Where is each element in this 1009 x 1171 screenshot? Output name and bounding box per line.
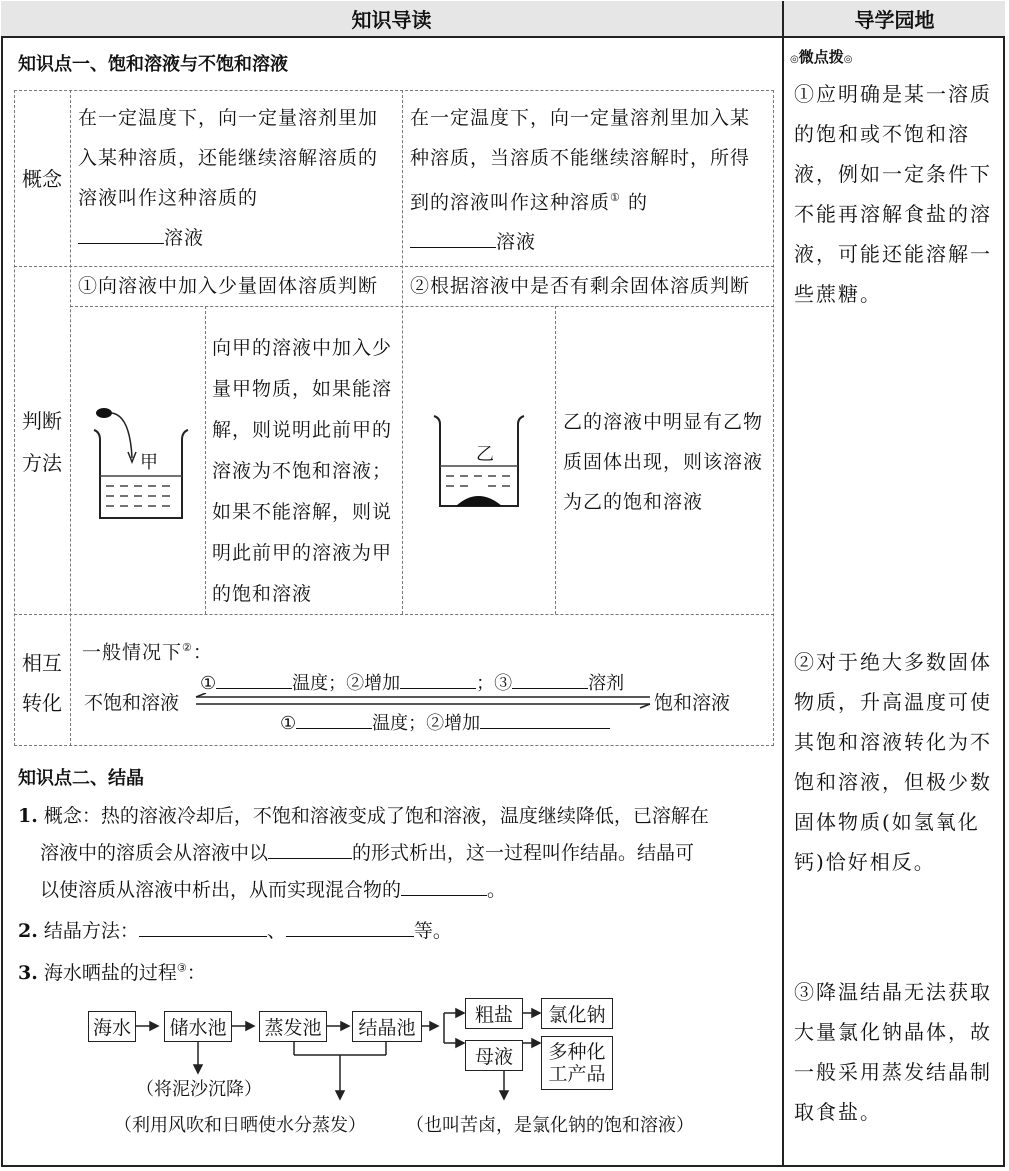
flow-evaporation-pond: 蒸发池 xyxy=(259,1011,327,1042)
label-column-divider xyxy=(70,90,71,746)
flow-crystallization-pond: 结晶池 xyxy=(352,1011,422,1042)
convert-intro-colon: ： xyxy=(192,641,213,664)
item1-line1: 概念：热的溶液冷却后，不饱和溶液变成了饱和溶液，温度继续降低，已溶解在 xyxy=(43,805,709,827)
beaker2-label: 乙 xyxy=(476,444,494,465)
ornament-icon: ◎ xyxy=(790,54,799,65)
answer-blank[interactable] xyxy=(480,708,610,729)
concept-label: 概念 xyxy=(22,167,62,191)
flow-sodium-chloride: 氯化钠 xyxy=(541,998,613,1029)
kp1-title: 知识点一、饱和溶液与不饱和溶液 xyxy=(18,54,288,75)
concept-saturated-text: 在一定温度下，向一定量溶剂里加入某种溶质，当溶质不能继续溶解时，所得到的溶液叫作这种溶质 xyxy=(410,107,751,214)
item1-line3a: 以使溶质从溶液中析出，从而实现混合物的 xyxy=(40,879,402,901)
flow-seawater: 海水 xyxy=(88,1011,136,1042)
item3-text: 海水晒盐的过程 xyxy=(43,962,177,984)
unsaturated-solution: 不饱和溶液 xyxy=(84,692,180,714)
method1-title: ①向溶液中加入少量固体溶质判断 xyxy=(78,275,379,297)
item2-tail: 等。 xyxy=(413,920,452,942)
item2-text: 结晶方法： xyxy=(43,920,139,942)
footnote-ref: ③ xyxy=(176,961,187,975)
beaker-with-added-solid xyxy=(84,400,194,528)
kp2-item2 xyxy=(18,916,452,943)
answer-blank[interactable] xyxy=(512,668,588,689)
chem-products-line2: 工产品 xyxy=(548,1063,606,1085)
cond-text: 温度；②增加 xyxy=(372,713,481,734)
answer-blank[interactable] xyxy=(410,227,496,248)
reverse-conditions xyxy=(280,708,610,735)
item1-line2a: 溶液中的溶质会从溶液中以 xyxy=(40,842,269,864)
answer-blank[interactable] xyxy=(286,916,414,937)
footnote-ref: ① xyxy=(610,191,621,204)
method2-text: 乙的溶液中明显有乙物质固体出现，则该溶液为乙的饱和溶液 xyxy=(563,411,764,513)
convert-intro xyxy=(82,628,213,672)
method1-img-divider xyxy=(205,306,206,614)
answer-blank[interactable] xyxy=(216,668,292,689)
concept-saturated xyxy=(410,98,768,262)
convert-intro-text: 一般情况下 xyxy=(82,641,183,664)
right-column-header: 导学园地 xyxy=(784,1,1005,38)
item-number: 2. xyxy=(18,920,38,942)
method1-text: 向甲的溶液中加入少量甲物质，如果能溶解，则说明此前甲的溶液为不饱和溶液；如果不能溶解，则说明此前甲的溶液为甲的饱和溶液 xyxy=(212,337,393,605)
judge-label-2: 方法 xyxy=(22,451,62,475)
method2-img-divider xyxy=(555,306,556,614)
kp2-item3 xyxy=(18,958,206,985)
sidebar-note-1: ①应明确是某一溶质的饱和或不饱和溶液，例如一定条件下不能再溶解食盐的溶液，可能还能溶解一些蔗糖。 xyxy=(794,82,992,306)
tip-label xyxy=(790,46,852,67)
note-bittern: （也叫苦卤，是氯化钠的饱和溶液） xyxy=(406,1115,694,1136)
cond-text: 溶剂 xyxy=(588,673,625,694)
concept-saturated-mid: 的 xyxy=(627,191,648,214)
flow-storage-pond: 储水池 xyxy=(164,1011,232,1042)
tip-label-text: 微点拨 xyxy=(798,48,844,66)
left-column-header: 知识导读 xyxy=(1,1,782,38)
note-sediment: （将泥沙沉降） xyxy=(136,1079,262,1100)
answer-blank[interactable] xyxy=(78,223,164,244)
sidebar-note-2: ②对于绝大多数固体物质，升高温度可使其饱和溶液转化为不饱和溶液，但极少数固体物质(如氢氧化钙)恰好相反。 xyxy=(794,650,992,874)
method-title-divider xyxy=(70,306,774,307)
flow-crude-salt: 粗盐 xyxy=(465,998,523,1029)
answer-blank[interactable] xyxy=(400,668,476,689)
cond-text: ；③ xyxy=(476,673,513,694)
item-number: 1. xyxy=(18,805,38,827)
item3-colon: ： xyxy=(186,962,206,984)
concept-unsaturated xyxy=(78,98,396,258)
item1-line3b: 。 xyxy=(487,879,507,901)
judge-label-1: 判断 xyxy=(22,409,62,433)
forward-conditions xyxy=(200,668,624,695)
flow-chemical-products xyxy=(541,1036,613,1090)
cond-num: ① xyxy=(200,673,217,694)
item2-sep: 、 xyxy=(266,920,286,942)
kp2-item1 xyxy=(18,798,709,909)
method2-title: ②根据溶液中是否有剩余固体溶质判断 xyxy=(410,275,751,297)
item1-line2b: 的形式析出，这一过程叫作结晶。结晶可 xyxy=(352,842,695,864)
saturated-solution: 饱和溶液 xyxy=(654,692,731,714)
flow-mother-liquor: 母液 xyxy=(465,1040,523,1071)
reversible-arrow xyxy=(192,693,654,709)
answer-blank[interactable] xyxy=(139,916,267,937)
chem-products-line1: 多种化 xyxy=(548,1041,606,1063)
answer-blank[interactable] xyxy=(401,875,487,896)
convert-label-2: 转化 xyxy=(22,691,62,715)
kp2-title: 知识点二、结晶 xyxy=(18,768,144,789)
cond-num: ① xyxy=(280,713,297,734)
convert-label-1: 相互 xyxy=(22,651,62,675)
ornament-icon: ◎ xyxy=(843,54,853,65)
mid-divider xyxy=(402,90,403,614)
sidebar-note-3: ③降温结晶无法获取大量氯化钠晶体，故一般采用蒸发结晶制取食盐。 xyxy=(794,980,992,1124)
answer-blank[interactable] xyxy=(268,838,352,859)
column-divider xyxy=(782,1,784,1167)
beaker1-label: 甲 xyxy=(140,452,158,473)
footnote-ref: ② xyxy=(182,641,193,654)
concept-unsaturated-text: 在一定温度下，向一定量溶剂里加入某种溶质，还能继续溶解溶质的溶液叫作这种溶质的 xyxy=(78,107,379,209)
concept-saturated-tail: 溶液 xyxy=(496,231,537,254)
item-number: 3. xyxy=(18,962,38,984)
answer-blank[interactable] xyxy=(296,708,372,729)
concept-unsaturated-tail: 溶液 xyxy=(164,227,205,249)
cond-text: 温度；②增加 xyxy=(292,673,401,694)
note-evaporation: （利用风吹和日晒使水分蒸发） xyxy=(114,1115,366,1136)
